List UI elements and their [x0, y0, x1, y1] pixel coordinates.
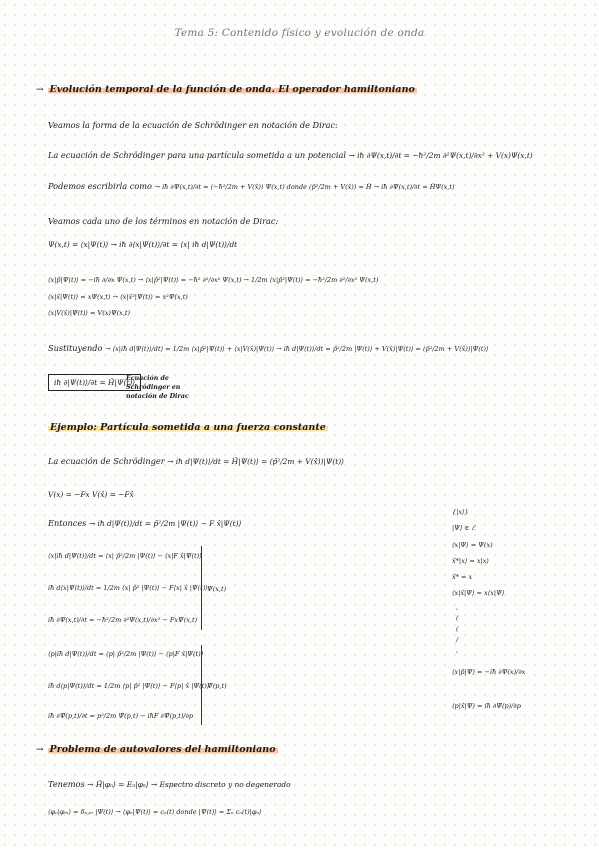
section-2-title-text: Ejemplo: Partícula sometida a una fuerza constante [50, 422, 326, 433]
arrow-right-icon: → [36, 745, 44, 755]
section-1-title: Evolución temporal de la función de onda. El operador hamiltoniano [49, 84, 415, 95]
boxed-equation: iħ ∂|Ψ(t)⟩/∂t = Ĥ|Ψ(t)⟩ [48, 374, 141, 391]
text-line [48, 456, 344, 466]
equation: iħ ∂Ψ(x,t)/∂t = −ħ²/2m ∂²Ψ(x,t)/∂x² − FxΨ(x,t) [48, 616, 198, 624]
side-note: , [456, 603, 459, 611]
section-3-heading [36, 744, 278, 755]
side-note: ⟨x|p̂|Ψ⟩ = −iħ ∂Ψ(x)/∂x [452, 668, 526, 676]
side-note: {|x⟩} [452, 508, 469, 516]
text-fragment: Podemos escribirla como [48, 181, 152, 191]
side-note: |Ψ⟩ ∈ ℰ [452, 524, 476, 532]
text-fragment: Entonces [48, 518, 87, 528]
equation: Ψ(x,t) = ⟨x|Ψ(t)⟩ → iħ ∂⟨x|Ψ(t)⟩/∂t = ⟨x| iħ d|Ψ(t)⟩/dt [48, 240, 238, 249]
equation: ⟨φₙ|φₘ⟩ = δₙ,ₘ |Ψ(t)⟩ → ⟨φₙ|Ψ(t)⟩ = cₙ(t) donde |Ψ(t)⟩ = Σₙ cₙ(t)|φₙ⟩ [48, 808, 262, 816]
boxed-note: Ecuación de Schrödinger en notación de Dirac [126, 375, 189, 400]
side-note: ⟨p|x̂|Ψ⟩ = iħ ∂Ψ̄(p)/∂p [452, 702, 521, 710]
side-note: ( [456, 614, 459, 622]
text-line [48, 181, 455, 191]
side-note: / [456, 636, 459, 644]
text-fragment: La ecuación de Schrödinger para una partícula sometida a un potencial [48, 150, 346, 160]
bracket-line [201, 546, 202, 630]
page-header-title: Tema 5: Contenido físico y evolución de onda [174, 27, 425, 39]
equation: → iħ d|Ψ(t)⟩/dt = p̂²/2m |Ψ(t)⟩ − F x̂|Ψ(t)⟩ [88, 519, 242, 528]
section-1-heading [36, 84, 417, 95]
equation: ⟨x|p̂|Ψ(t)⟩ = −iħ ∂/∂x Ψ(x,t) → ⟨x|p̂²|Ψ(t)⟩ = −ħ² ∂²/∂x² Ψ(x,t) → 1/2m ⟨x|p̂²|Ψ(t)⟩ = −ħ²/2m ∂²/∂x² Ψ(x,t) [48, 276, 379, 284]
arrow-right-icon: → [36, 85, 44, 95]
equation: iħ d⟨x|Ψ(t)⟩/dt = 1/2m ⟨x| p̂² |Ψ(t)⟩ − F⟨x| x̂ |Ψ(t)⟩ [48, 584, 208, 592]
group-label: Ψ̄(p,t) [207, 682, 227, 690]
equation: → iħ ∂Ψ(x,t)/∂t = (−ħ²/2m + V(x̂)) Ψ(x,t) donde (p̂²/2m + V(x̂)) = Ĥ → iħ ∂Ψ(x,t)/∂t = ĤΨ(x,t) [154, 183, 455, 191]
text-fragment: La ecuación de Schrödinger [48, 456, 165, 466]
text-line [48, 779, 291, 789]
equation: iħ ∂Ψ̄(p,t)/∂t = p²/2m Ψ̄(p,t) − iħF ∂Ψ̄(p,t)/∂p [48, 712, 194, 720]
side-note: ⟨x|x̂|Ψ⟩ = x⟨x|Ψ⟩ [452, 589, 505, 597]
side-note: , [456, 646, 459, 654]
equation: V(x) = −Fx V(x̂) = −Fx̂ [48, 490, 134, 499]
group-label: Ψ(x,t) [207, 585, 227, 593]
text-fragment: Tenemos [48, 779, 85, 789]
side-note: x̂*|x⟩ = x|x⟩ [452, 557, 489, 565]
text-line [48, 518, 241, 528]
equation: ⟨x|iħ d|Ψ(t)⟩/dt = ⟨x| p̂²/2m |Ψ(t)⟩ − ⟨x|F x̂|Ψ(t)⟩ [48, 552, 202, 560]
section-3-title: Problema de autovalores del hamiltoniano [49, 744, 276, 755]
equation: → Ĥ|φₙ⟩ = Eₙ|φₙ⟩ → Espectro discreto y no degenerado [87, 780, 291, 789]
equation: ⟨x|V(x̂)|Ψ(t)⟩ = V(x)Ψ(x,t) [48, 309, 131, 317]
side-note: ⟨x|Ψ⟩ = Ψ(x) [452, 541, 493, 549]
equation: iħ d⟨p|Ψ(t)⟩/dt = 1/2m ⟨p| p̂² |Ψ(t)⟩ − F⟨p| x̂ |Ψ(t)⟩ [48, 682, 210, 690]
text-line: Veamos cada uno de los términos en notación de Dirac: [48, 216, 279, 226]
side-note: x̂* = x [452, 573, 473, 581]
text-fragment: Sustituyendo [48, 343, 103, 353]
equation: → iħ ∂Ψ(x,t)/∂t = −ħ²/2m ∂²Ψ(x,t)/∂x² + V(x)Ψ(x,t) [348, 151, 533, 160]
equation: → ⟨x|iħ d|Ψ(t)⟩/dt⟩ = 1/2m ⟨x|p̂²|Ψ(t)⟩ + ⟨x|V(x̂)|Ψ(t)⟩ → iħ d|Ψ(t)⟩/dt = p̂²/2m |Ψ(t)⟩ + V(x̂)|Ψ(t)⟩ = (p̂²/2m + V(x̂))|Ψ(t)⟩ [105, 345, 489, 353]
text-line [48, 343, 488, 353]
section-2-title [48, 422, 328, 433]
side-note: ( [456, 625, 459, 633]
equation: ⟨p|iħ d|Ψ(t)⟩/dt = ⟨p| p̂²/2m |Ψ(t)⟩ − ⟨p|F x̂|Ψ(t)⟩ [48, 650, 204, 658]
equation: → iħ d|Ψ(t)⟩/dt = Ĥ|Ψ(t)⟩ = (p̂²/2m + V(x̂))|Ψ(t)⟩ [167, 457, 345, 466]
bracket-line [201, 645, 202, 725]
text-line: Veamos la forma de la ecuación de Schrödinger en notación de Dirac: [48, 120, 338, 130]
equation: ⟨x|x̂|Ψ(t)⟩ = xΨ(x,t) → ⟨x|x̂²|Ψ(t)⟩ = x²Ψ(x,t) [48, 293, 188, 301]
text-line [48, 150, 533, 160]
